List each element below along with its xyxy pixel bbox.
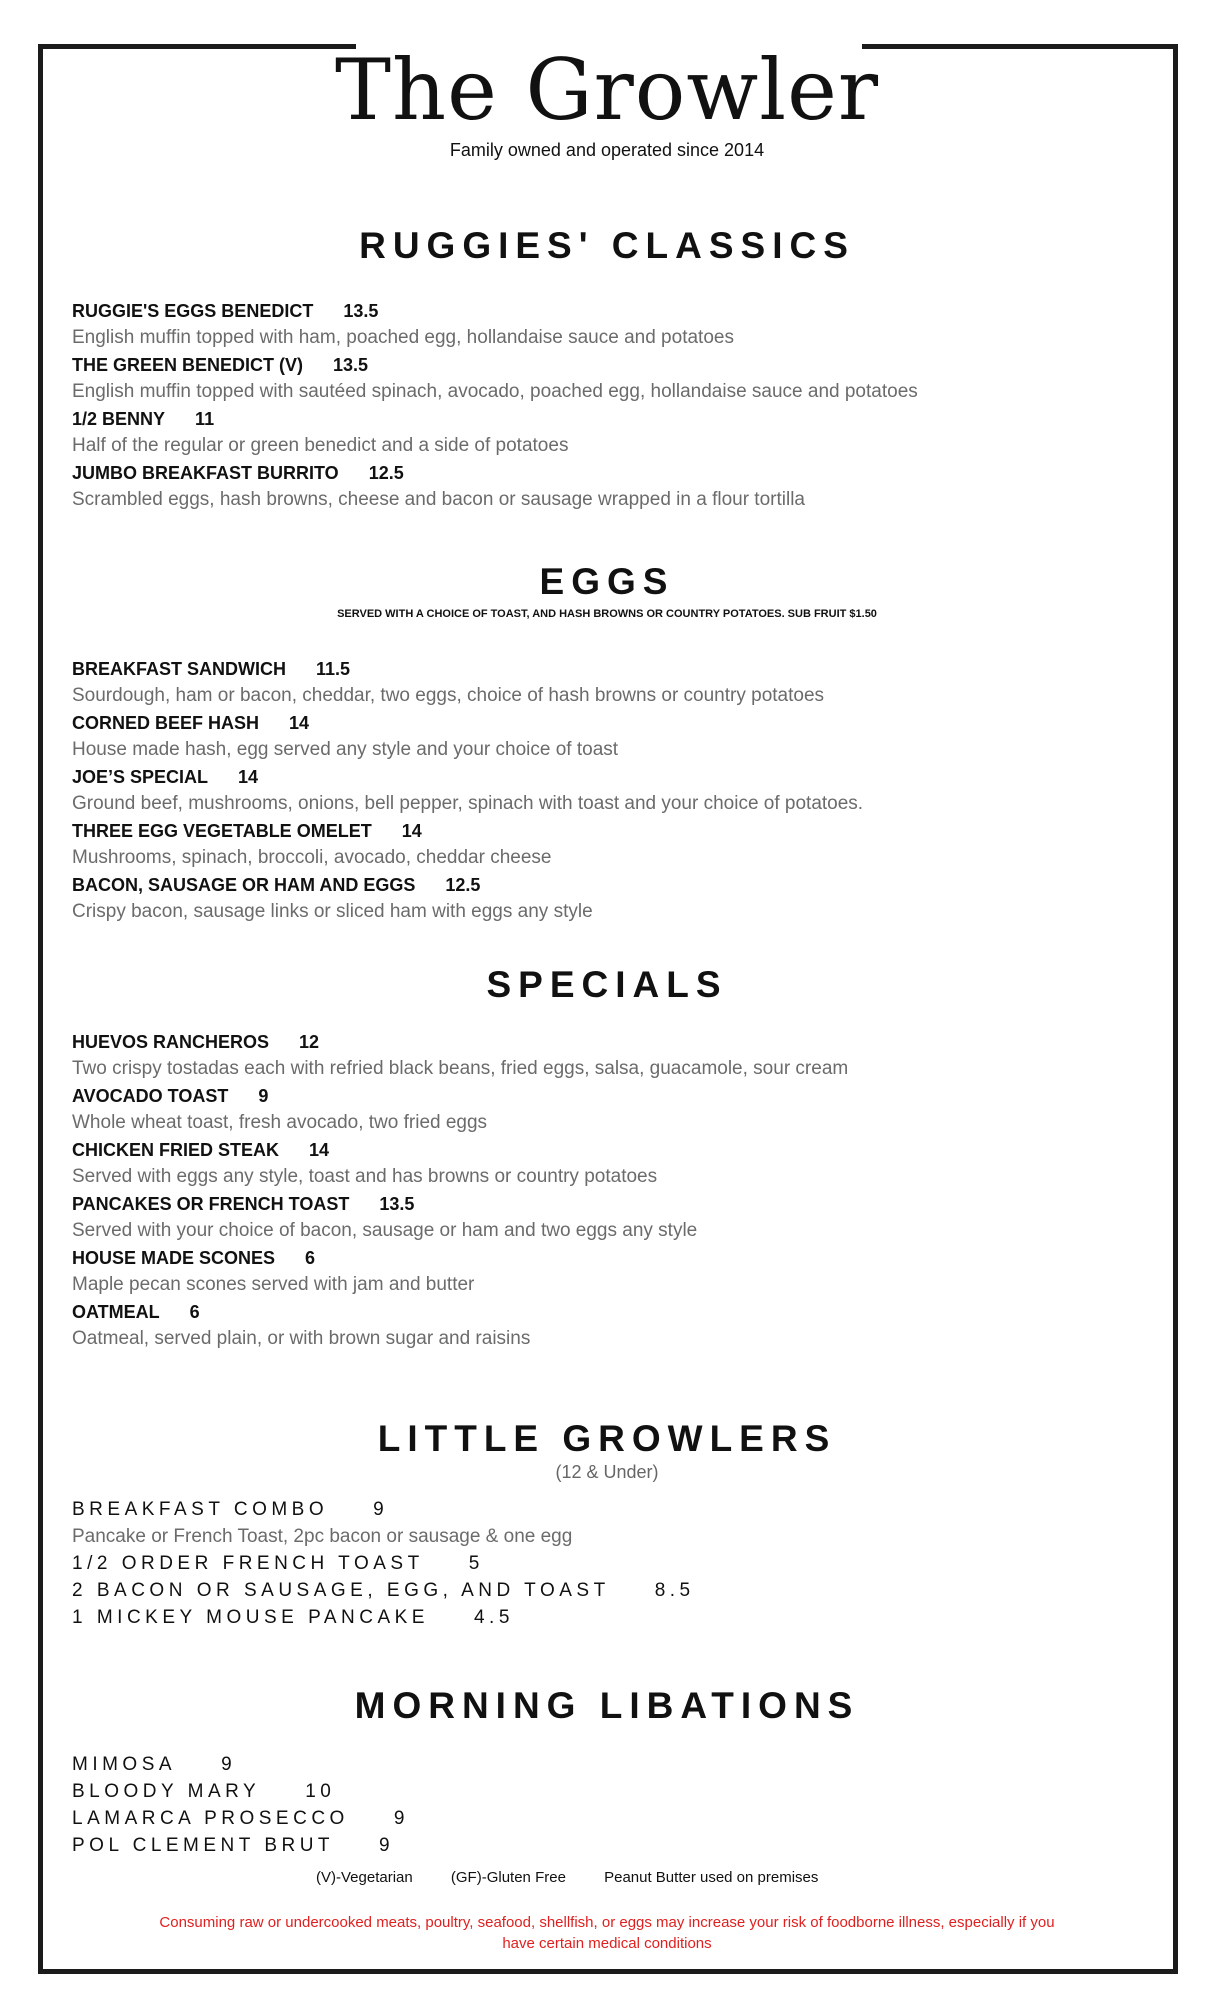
item-description: Sourdough, ham or bacon, cheddar, two eggs, choice of hash browns or country potatoes (72, 685, 825, 706)
item-price: 12.5 (368, 463, 404, 483)
item-description: English muffin topped with sautéed spinach, avocado, poached egg, hollandaise sauce and potatoes (72, 381, 918, 402)
item-price: 13.5 (379, 1194, 415, 1214)
item-price: 11.5 (316, 659, 351, 679)
menu-item (72, 1083, 1132, 1137)
item-price: 9 (258, 1086, 269, 1106)
section-heading-classics: RUGGIES' CLASSICS (359, 225, 855, 266)
item-price: 9 (221, 1754, 237, 1775)
item-description: Oatmeal, served plain, or with brown sugar and raisins (72, 1328, 531, 1349)
legend-peanut: Peanut Butter used on premises (604, 1869, 819, 1886)
item-description: Maple pecan scones served with jam and butter (72, 1274, 475, 1295)
eggs-note: SERVED WITH A CHOICE OF TOAST, AND HASH BROWNS OR COUNTRY POTATOES. SUB FRUIT $1.50 (337, 608, 877, 620)
item-name: JOE’S SPECIAL (72, 767, 209, 787)
item-name: THREE EGG VEGETABLE OMELET (72, 821, 372, 841)
item-price: 12 (299, 1032, 320, 1052)
item-description: Two crispy tostadas each with refried black beans, fried eggs, salsa, guacamole, sour cream (72, 1058, 849, 1079)
item-price: 14 (309, 1140, 330, 1160)
item-description: Ground beef, mushrooms, onions, bell pepper, spinach with toast and your choice of potatoes. (72, 793, 864, 814)
item-description: Whole wheat toast, fresh avocado, two fried eggs (72, 1112, 488, 1133)
little-growlers-list (72, 1496, 1132, 1631)
section-heading-specials: SPECIALS (486, 964, 728, 1005)
drink-item (72, 1778, 1132, 1805)
classics-list (72, 298, 1132, 514)
item-description: Crispy bacon, sausage links or sliced ham with eggs any style (72, 901, 593, 922)
menu-item (72, 872, 1132, 926)
specials-list (72, 1029, 1132, 1353)
item-price: 8.5 (654, 1580, 695, 1601)
legend-gluten-free: (GF)-Gluten Free (450, 1869, 566, 1886)
menu-item (72, 1029, 1132, 1083)
item-description: Served with your choice of bacon, sausage or ham and two eggs any style (72, 1220, 698, 1241)
item-name: BREAKFAST COMBO (72, 1499, 329, 1520)
kids-item (72, 1604, 1132, 1631)
item-name: 1 MICKEY MOUSE PANCAKE (72, 1607, 429, 1628)
menu-item (72, 656, 1132, 710)
drink-item (72, 1832, 1132, 1859)
item-description: English muffin topped with ham, poached egg, hollandaise sauce and potatoes (72, 327, 734, 348)
item-name: OATMEAL (72, 1302, 160, 1322)
kids-item (72, 1550, 1132, 1577)
menu-item (72, 1137, 1132, 1191)
item-price: 13.5 (333, 355, 369, 375)
item-name: BACON, SAUSAGE OR HAM AND EGGS (72, 875, 416, 895)
menu-item (72, 710, 1132, 764)
item-description: House made hash, egg served any style and your choice of toast (72, 739, 619, 760)
item-description: Pancake or French Toast, 2pc bacon or sausage & one egg (72, 1526, 573, 1547)
dietary-legend (316, 1868, 852, 1888)
item-name: HUEVOS RANCHEROS (72, 1032, 270, 1052)
item-price: 9 (393, 1808, 409, 1829)
item-price: 14 (401, 821, 422, 841)
section-heading-libations: MORNING LIBATIONS (354, 1685, 860, 1726)
eggs-list (72, 656, 1132, 926)
menu-item (72, 460, 1132, 514)
item-name: AVOCADO TOAST (72, 1086, 229, 1106)
item-name: 2 BACON OR SAUSAGE, EGG, AND TOAST (72, 1580, 610, 1601)
item-price: 13.5 (343, 301, 379, 321)
menu-item (72, 1191, 1132, 1245)
item-description: Served with eggs any style, toast and has browns or country potatoes (72, 1166, 658, 1187)
item-name: CORNED BEEF HASH (72, 713, 260, 733)
item-name: BREAKFAST SANDWICH (72, 659, 286, 679)
item-name: 1/2 BENNY (72, 409, 166, 429)
kids-item (72, 1577, 1132, 1604)
item-name: LAMARCA PROSECCO (72, 1808, 349, 1829)
legend-vegetarian: (V)-Vegetarian (316, 1869, 413, 1886)
item-name: RUGGIE'S EGGS BENEDICT (72, 301, 314, 321)
item-name: THE GREEN BENEDICT (V) (72, 355, 304, 375)
menu-item (72, 818, 1132, 872)
item-name: BLOODY MARY (72, 1781, 261, 1802)
item-name: MIMOSA (72, 1754, 177, 1775)
item-description: Scrambled eggs, hash browns, cheese and bacon or sausage wrapped in a flour tortilla (72, 489, 805, 510)
tagline: Family owned and operated since 2014 (449, 140, 765, 160)
menu-item (72, 764, 1132, 818)
item-name: 1/2 ORDER FRENCH TOAST (72, 1553, 424, 1574)
item-price: 10 (305, 1781, 336, 1802)
item-price: 9 (379, 1835, 395, 1856)
menu-item (72, 298, 1132, 352)
menu-item (72, 1245, 1132, 1299)
item-price: 6 (189, 1302, 200, 1322)
food-safety-warning: Consuming raw or undercooked meats, poultry, seafood, shellfish, or eggs may increase your risk of foodborne illness, especially if you have certain medical conditions (159, 1914, 1055, 1952)
item-price: 5 (468, 1553, 484, 1574)
menu-item (72, 352, 1132, 406)
drink-item (72, 1751, 1132, 1778)
item-price: 9 (373, 1499, 389, 1520)
item-name: CHICKEN FRIED STEAK (72, 1140, 280, 1160)
menu-item (72, 406, 1132, 460)
item-description: Mushrooms, spinach, broccoli, avocado, cheddar cheese (72, 847, 552, 868)
item-price: 12.5 (445, 875, 481, 895)
section-heading-little-growlers: LITTLE GROWLERS (377, 1418, 837, 1459)
restaurant-logo-title: The Growler (335, 41, 879, 139)
item-description: Half of the regular or green benedict and a side of potatoes (72, 435, 569, 456)
kids-item (72, 1496, 1132, 1523)
menu-item (72, 1299, 1132, 1353)
item-price: 14 (238, 767, 259, 787)
item-name: POL CLEMENT BRUT (72, 1835, 335, 1856)
item-name: HOUSE MADE SCONES (72, 1248, 276, 1268)
kids-age-note: (12 & Under) (555, 1462, 659, 1482)
item-price: 4.5 (473, 1607, 514, 1628)
item-price: 11 (195, 409, 215, 429)
item-name: JUMBO BREAKFAST BURRITO (72, 463, 339, 483)
section-heading-eggs: EGGS (539, 561, 675, 602)
item-price: 6 (305, 1248, 316, 1268)
item-price: 14 (289, 713, 310, 733)
drink-item (72, 1805, 1132, 1832)
item-name: PANCAKES OR FRENCH TOAST (72, 1194, 350, 1214)
libations-list (72, 1751, 1132, 1859)
